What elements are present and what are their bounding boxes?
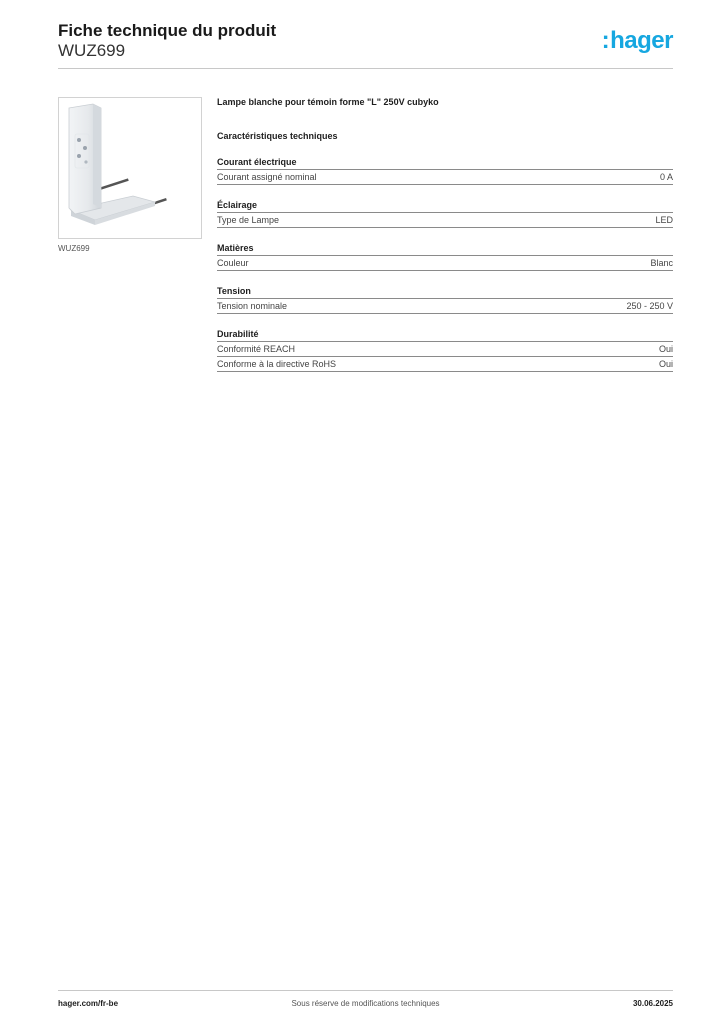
document-header [58, 21, 673, 69]
spec-row [217, 299, 673, 314]
spec-value: LED [655, 215, 673, 225]
document-footer [58, 990, 673, 1011]
spec-row [217, 213, 673, 228]
image-caption: WUZ699 [58, 244, 90, 253]
spec-group-title: Matières [217, 242, 673, 256]
spec-value: 0 A [659, 172, 673, 182]
spec-group-durability [217, 328, 673, 372]
footer-website-link[interactable]: hager.com/fr-be [58, 999, 119, 1008]
product-reference: WUZ699 [58, 41, 126, 60]
spec-group-title: Éclairage [217, 199, 673, 213]
spec-label: Courant assigné nominal [217, 172, 317, 182]
spec-group-current [217, 156, 673, 185]
spec-group-title: Courant électrique [217, 156, 673, 170]
spec-row [217, 342, 673, 357]
product-description: Lampe blanche pour témoin forme "L" 250V cubyko [217, 97, 439, 107]
spec-label: Couleur [217, 258, 249, 268]
spec-label: Type de Lampe [217, 215, 280, 225]
footer-date: 30.06.2025 [632, 999, 673, 1008]
hager-logo [602, 27, 673, 55]
spec-group-lighting [217, 199, 673, 228]
spec-value: Blanc [650, 258, 673, 268]
spec-label: Tension nominale [217, 301, 288, 311]
specs-heading: Caractéristiques techniques [217, 131, 338, 141]
spec-row [217, 256, 673, 271]
product-image [58, 97, 202, 239]
spec-group-materials [217, 242, 673, 271]
spec-group-voltage [217, 285, 673, 314]
logo-text: hager [610, 27, 673, 54]
header-divider [58, 68, 673, 69]
spec-label: Conformité REACH [217, 344, 296, 354]
footer-notice: Sous réserve de modifications techniques [291, 999, 440, 1008]
spec-row [217, 170, 673, 185]
page-title: Fiche technique du produit [58, 21, 277, 40]
spec-value: Oui [658, 359, 673, 369]
spec-label: Conforme à la directive RoHS [217, 359, 337, 369]
spec-row [217, 357, 673, 372]
spec-value: 250 - 250 V [626, 301, 673, 311]
spec-value: Oui [658, 344, 673, 354]
spec-group-title: Durabilité [217, 328, 673, 342]
logo-colon-icon: : [601, 27, 610, 54]
spec-group-title: Tension [217, 285, 673, 299]
product-details [217, 96, 673, 372]
lamp-illustration-icon [59, 98, 201, 238]
